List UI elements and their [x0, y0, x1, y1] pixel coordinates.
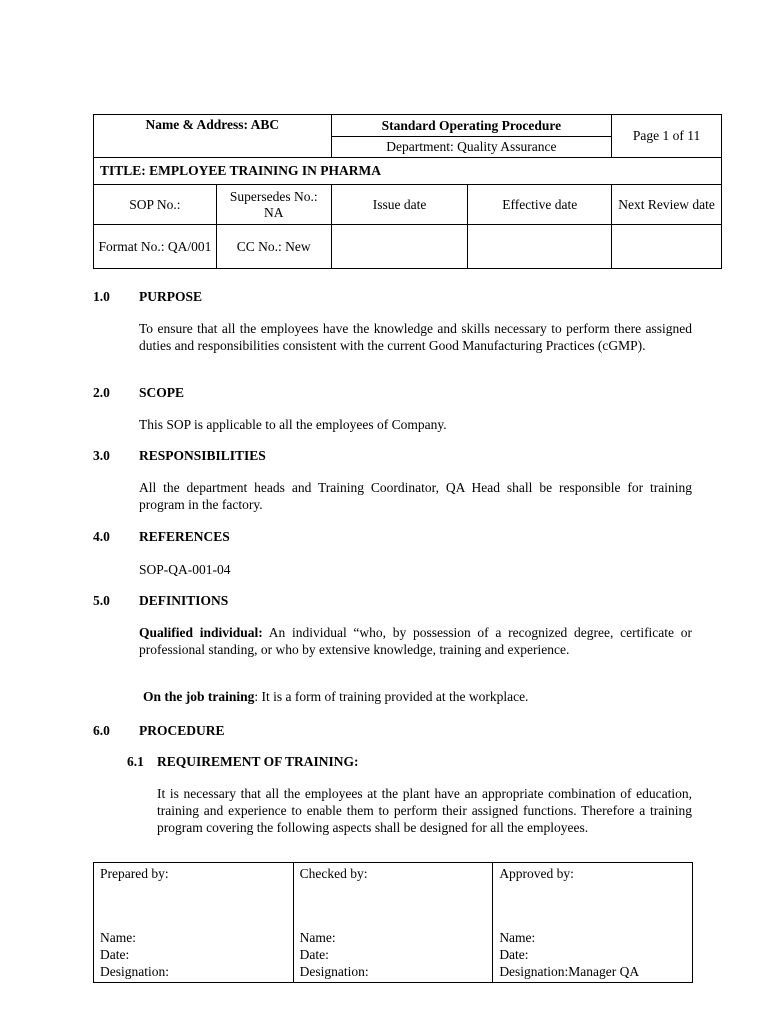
- issue-date-cell: Issue date: [331, 185, 468, 225]
- prepared-by-date: Date:: [100, 947, 130, 962]
- checked-by-label: Checked by:: [299, 866, 368, 881]
- issue-date-value: [331, 225, 468, 269]
- checked-by-date: Date:: [299, 947, 329, 962]
- section-heading-references: 4.0 REFERENCES: [93, 529, 230, 544]
- definition-text: : It is a form of training provided at the workplace.: [254, 689, 529, 704]
- section-heading-procedure: 6.0 PROCEDURE: [93, 723, 225, 738]
- section-heading-definitions: 5.0 DEFINITIONS: [93, 593, 229, 608]
- approved-by-date: Date:: [499, 947, 529, 962]
- checked-by-designation: Designation:: [299, 964, 369, 979]
- definition-on-the-job-training: [143, 688, 696, 705]
- page-number: Page 1 of 11: [612, 115, 722, 158]
- responsibilities-text: All the department heads and Training Coordinator, QA Head shall be responsible for training program in the factory.: [139, 480, 692, 512]
- approved-by-name: Name:: [499, 930, 536, 945]
- supersedes-cell: Supersedes No.: NA: [216, 185, 331, 225]
- sop-no-cell: SOP No.:: [94, 185, 217, 225]
- sop-header-table: [93, 114, 722, 269]
- next-review-value: [612, 225, 722, 269]
- document-title: TITLE: EMPLOYEE TRAINING IN PHARMA: [94, 158, 722, 185]
- checked-by-cell: [293, 863, 493, 983]
- scope-text: This SOP is applicable to all the employees of Company.: [139, 417, 447, 432]
- references-text: SOP-QA-001-04: [139, 562, 231, 577]
- effective-date-cell: Effective date: [468, 185, 612, 225]
- procedure-text: It is necessary that all the employees at the plant have an appropriate combination of education, training and experience to enable them to perform their assigned functions. Therefore a training program covering the following aspects shall be designed for all the employees.: [157, 786, 692, 835]
- section-heading-purpose: 1.0 PURPOSE: [93, 289, 203, 304]
- definition-text: An individual “who, by possession of a recognized degree, certificate or professional standing, or who by extensive knowledge, training and experience.: [139, 625, 692, 657]
- section-heading-scope: 2.0 SCOPE: [93, 385, 185, 400]
- sop-heading: Standard Operating Procedure: [331, 115, 611, 137]
- next-review-cell: Next Review date: [612, 185, 722, 225]
- checked-by-name: Name:: [299, 930, 336, 945]
- approved-by-label: Approved by:: [499, 866, 574, 881]
- format-no-cell: Format No.: QA/001: [94, 225, 217, 269]
- prepared-by-cell: [94, 863, 294, 983]
- company-name-address: Name & Address: ABC: [94, 115, 332, 158]
- definition-term: On the job training: [143, 689, 255, 704]
- prepared-by-label: Prepared by:: [100, 866, 169, 881]
- prepared-by-designation: Designation:: [100, 964, 169, 979]
- prepared-by-name: Name:: [100, 930, 136, 945]
- purpose-text: To ensure that all the employees have the knowledge and skills necessary to perform there assigned duties and responsibilities consistent with the current Good Manufacturing Practices (cGMP).: [139, 321, 692, 353]
- signature-table: [93, 862, 693, 983]
- approved-by-cell: [493, 863, 693, 983]
- section-heading-responsibilities: 3.0 RESPONSIBILITIES: [93, 448, 266, 463]
- definition-term: Qualified individual:: [139, 625, 263, 640]
- subsection-heading-requirement: 6.1 REQUIREMENT OF TRAINING:: [127, 754, 359, 769]
- definition-qualified-individual: [139, 624, 692, 658]
- department: Department: Quality Assurance: [331, 137, 611, 158]
- effective-date-value: [468, 225, 612, 269]
- approved-by-designation: Designation:Manager QA: [499, 964, 640, 979]
- cc-no-cell: CC No.: New: [216, 225, 331, 269]
